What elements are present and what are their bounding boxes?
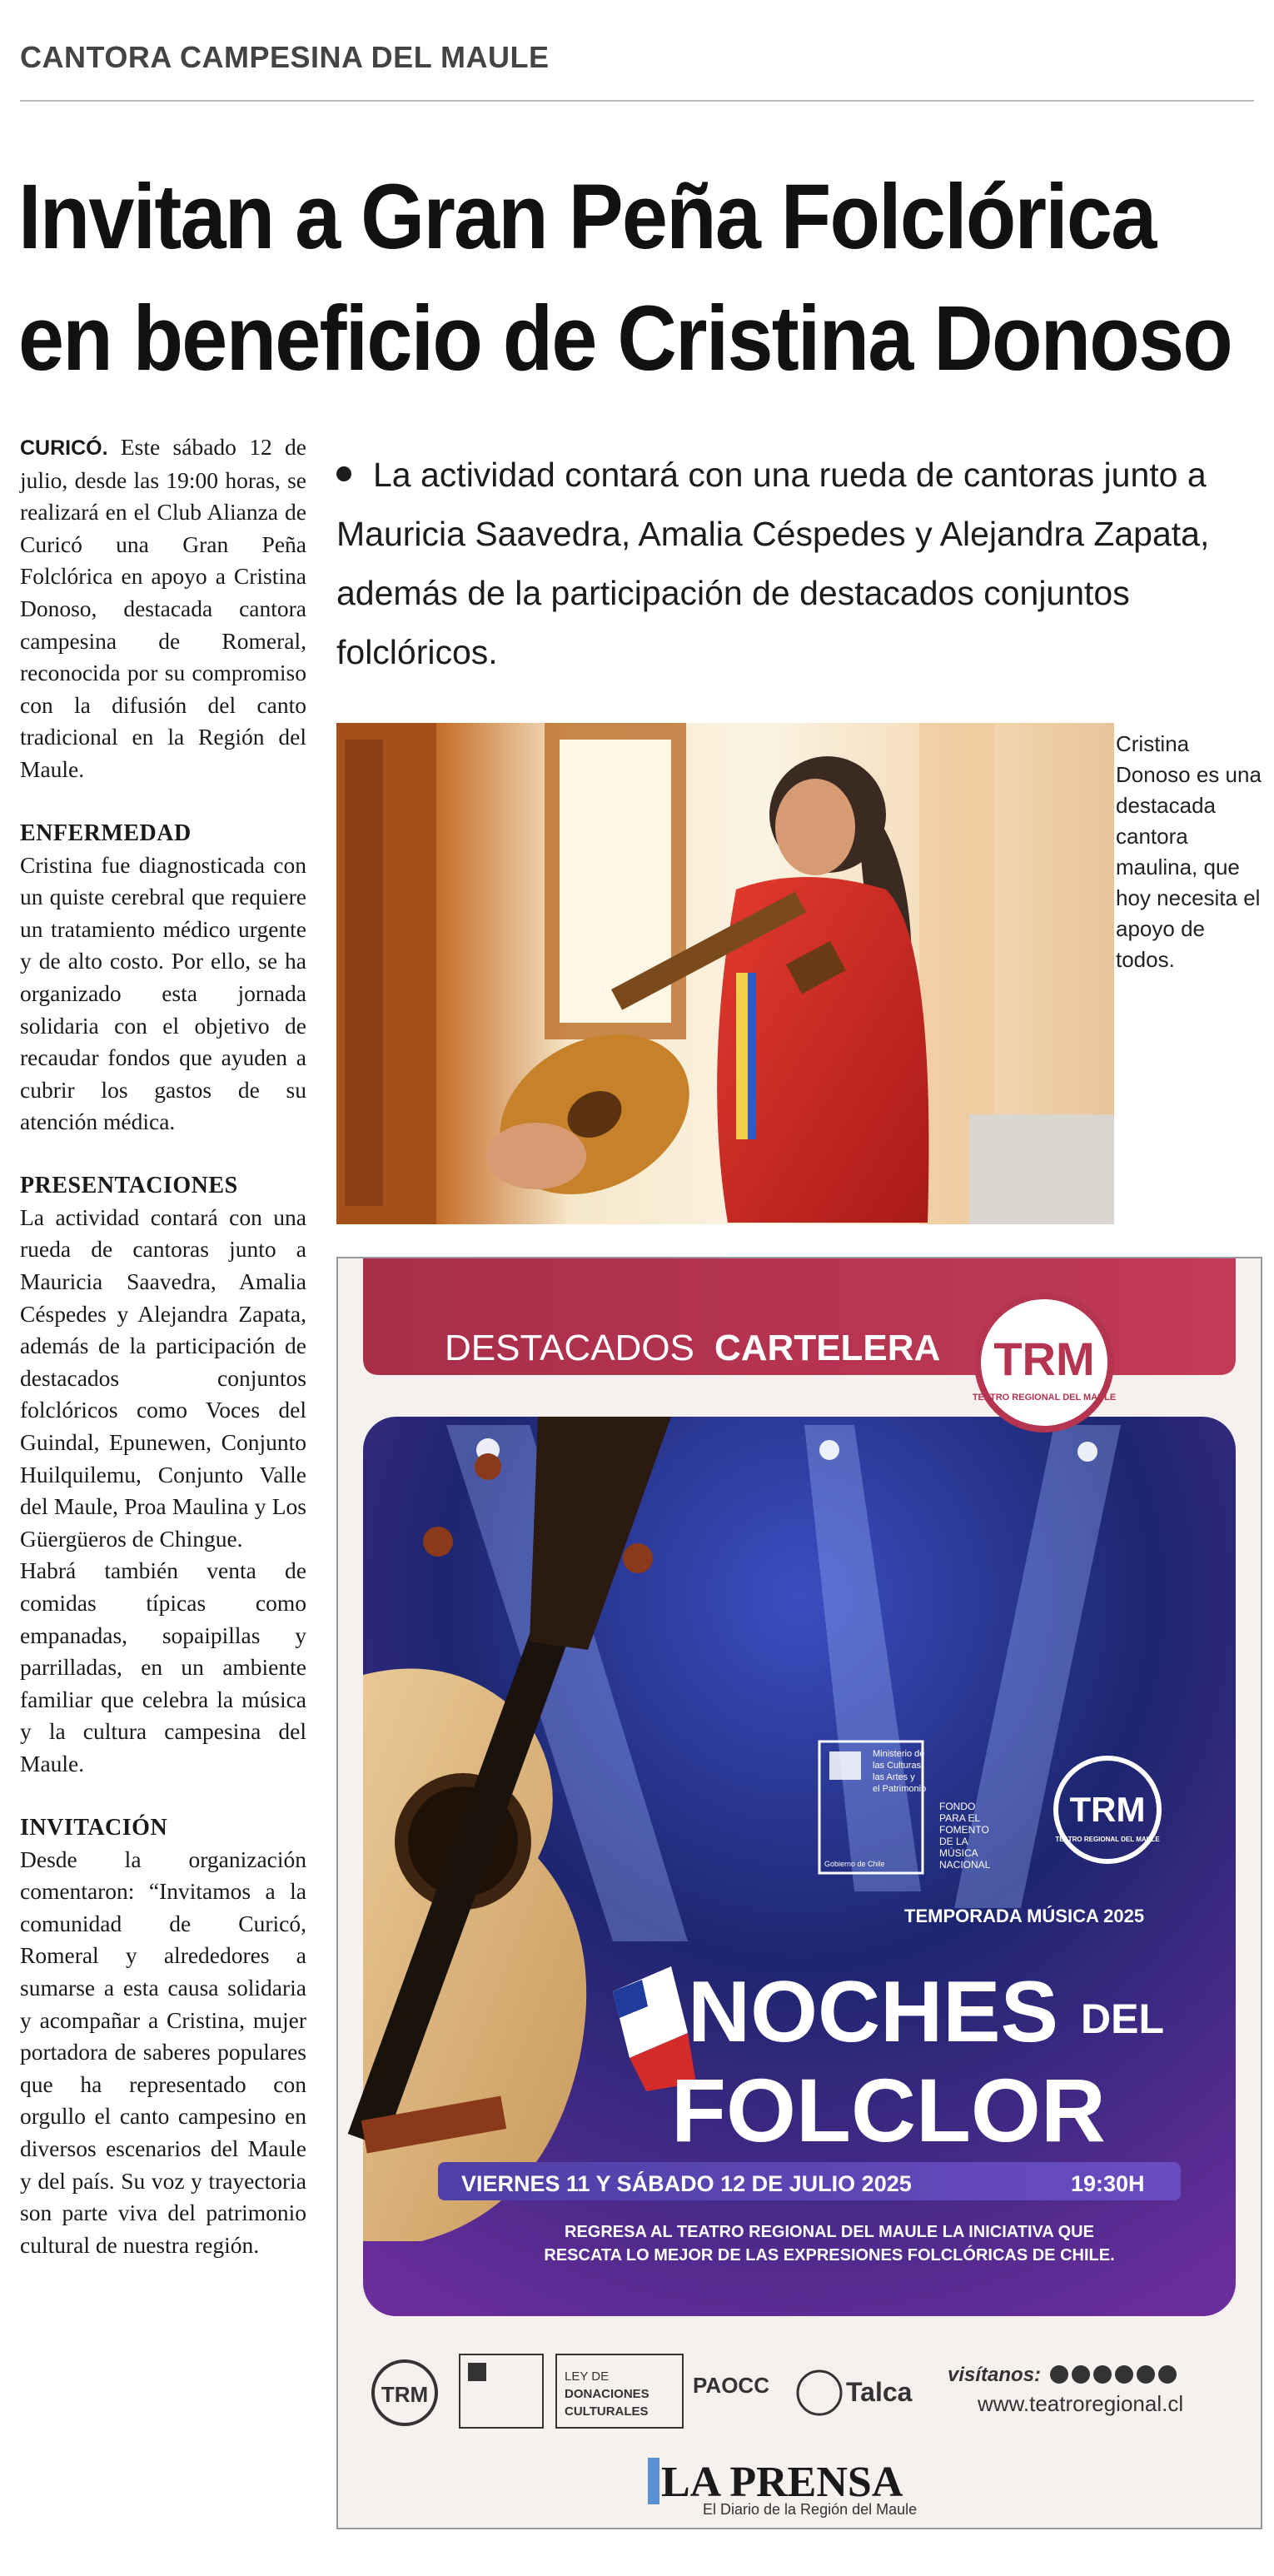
- talca-logo-text: Talca: [846, 2377, 913, 2407]
- lead-text: Este sábado 12 de julio, desde las 19:00 horas, se realizará en el Club Alianza de Curicó una Gran Peña Folclórica en apoyo a Cristina Donoso, destacada cantora campesina de Romeral, reconocida por su compromiso con la difusión del canto tradicional en la Región del Maule.: [20, 434, 306, 782]
- ministerio-line-3: las Artes y: [873, 1772, 915, 1782]
- article-body: [20, 431, 306, 2261]
- photo-cristina-donoso: [336, 723, 1114, 1224]
- bullet-summary: [336, 446, 1261, 682]
- face: [775, 779, 855, 875]
- banner-bold-text: CARTELERA: [714, 1328, 941, 1368]
- ley-line-1: LEY DE: [565, 2369, 610, 2384]
- banner-light-text: DESTACADOS: [445, 1328, 694, 1368]
- website-url: www.teatroregional.cl: [978, 2391, 1184, 2416]
- la-prensa-mark-icon: [648, 2458, 659, 2504]
- sponsor-trm-text: TRM: [381, 2382, 429, 2407]
- paragraph-enfermedad: Cristina fue diagnosticada con un quiste cerebral que requiere un tratamiento médico urgente y de alto costo. Por ello, se ha organizado esta jornada solidaria con el objetivo de recaudar fondos que ayuden a cubrir los gastos de su atención médica.: [20, 851, 306, 1135]
- hand: [486, 1123, 586, 1189]
- dateline: CURICÓ.: [20, 436, 108, 460]
- fondo-line-6: NACIONAL: [939, 1859, 991, 1871]
- event-dates: VIERNES 11 Y SÁBADO 12 DE JULIO 2025: [461, 2171, 912, 2196]
- guitar-ribbons: [736, 973, 748, 1139]
- temporada-text: TEMPORADA MÚSICA 2025: [904, 1906, 1145, 1926]
- poster-graphic: [338, 1258, 1261, 2528]
- fondo-line-4: DE LA: [939, 1836, 968, 1847]
- subhead-enfermedad: ENFERMEDAD: [20, 820, 192, 846]
- title-folclor: FOLCLOR: [671, 2060, 1106, 2160]
- gobierno-text: Gobierno de Chile: [824, 1860, 885, 1868]
- ley-line-2: DONACIONES: [565, 2387, 649, 2401]
- paragraph-presentaciones-1: La actividad contará con una rueda de cantoras junto a Mauricia Saavedra, Amalia Céspedes y Alejandra Zapata, además de la participación de destacados conjuntos folclóricos como Voces del Guindal, Epunewen, Conjunto Huilquilemu, Conjunto Valle del Maule, Proa Maulina y Los Güergüeros de Chingue.: [20, 1203, 306, 1552]
- fondo-line-3: FOMENTO: [939, 1824, 989, 1836]
- bullet-dot-icon: [336, 466, 351, 481]
- chair: [969, 1114, 1114, 1224]
- trm-badge-top-text: TRM: [993, 1333, 1095, 1385]
- headline-line-1: Invitan a Gran Peña Folclórica: [18, 166, 1156, 268]
- fondo-line-1: FONDO: [939, 1801, 976, 1812]
- visitanos-label: visítanos:: [948, 2364, 1042, 2386]
- paragraph-presentaciones-2: Habrá también venta de comidas típicas como empanadas, sopaipillas y parrilladas, en un ambiente familiar que celebra la música y la cultura campesina del Maule.: [20, 1557, 306, 1776]
- la-prensa-logo: LA PRENSA: [661, 2459, 903, 2506]
- ministerio-line-2: las Culturas,: [873, 1761, 924, 1771]
- subhead-presentaciones: PRESENTACIONES: [20, 1172, 238, 1198]
- event-time: 19:30H: [1071, 2171, 1145, 2196]
- fondo-line-5: MÚSICA: [939, 1847, 978, 1859]
- paocc-logo: PAOCC: [693, 2373, 769, 2398]
- trm-badge-middle-text: TRM: [1069, 1790, 1146, 1829]
- fondo-line-2: PARA EL: [939, 1812, 981, 1824]
- ley-line-3: CULTURALES: [565, 2404, 649, 2419]
- la-prensa-subtitle: El Diario de la Región del Maule: [703, 2501, 918, 2518]
- event-desc-line-2: RESCATA LO MEJOR DE LAS EXPRESIONES FOLCLÓRICAS DE CHILE.: [544, 2246, 1115, 2265]
- photo-illustration: [336, 723, 1114, 1224]
- title-noches: NOCHES: [688, 1964, 1058, 2060]
- event-desc-line-1: REGRESA AL TEATRO REGIONAL DEL MAULE LA INICIATIVA QUE: [565, 2223, 1094, 2241]
- title-del: DEL: [1081, 1996, 1164, 2042]
- headline-line-2: en beneficio de Cristina Donoso: [18, 287, 1232, 390]
- trm-badge-top-sub: TEATRO REGIONAL DEL MAULE: [972, 1393, 1117, 1403]
- header-rule: [20, 100, 1254, 102]
- lead-paragraph: [20, 431, 306, 786]
- subhead-invitacion: INVITACIÓN: [20, 1814, 168, 1841]
- paragraph-invitacion: Desde la organización comentaron: “Invitamos a la comunidad de Curicó, Romeral y alrededores a sumarse a esta causa solidaria y acompañar a Cristina, mujer portadora de saberes populares que ha representado con orgullo el canto campesino en diversos escenarios del Maule y del país. Su voz y trayectoria son parte viva del patrimonio cultural de nuestra región.: [20, 1846, 306, 2258]
- headline: [18, 157, 1232, 400]
- section-tag: CANTORA CAMPESINA DEL MAULE: [20, 40, 550, 74]
- bullet-text: La actividad contará con una rueda de cantoras junto a Mauricia Saavedra, Amalia Céspedes y Alejandra Zapata, además de la participación de destacados conjuntos folclóricos.: [336, 456, 1210, 671]
- trm-badge-middle-sub: TEATRO REGIONAL DEL MAULE: [1055, 1836, 1160, 1843]
- ministerio-line-1: Ministerio de: [873, 1749, 925, 1759]
- ministerio-line-4: el Patrimonio: [873, 1784, 927, 1794]
- photo-caption: Cristina Donoso es una destacada cantora maulina, que hoy necesita el apoyo de todos.: [1116, 731, 1262, 972]
- event-poster: [336, 1257, 1262, 2529]
